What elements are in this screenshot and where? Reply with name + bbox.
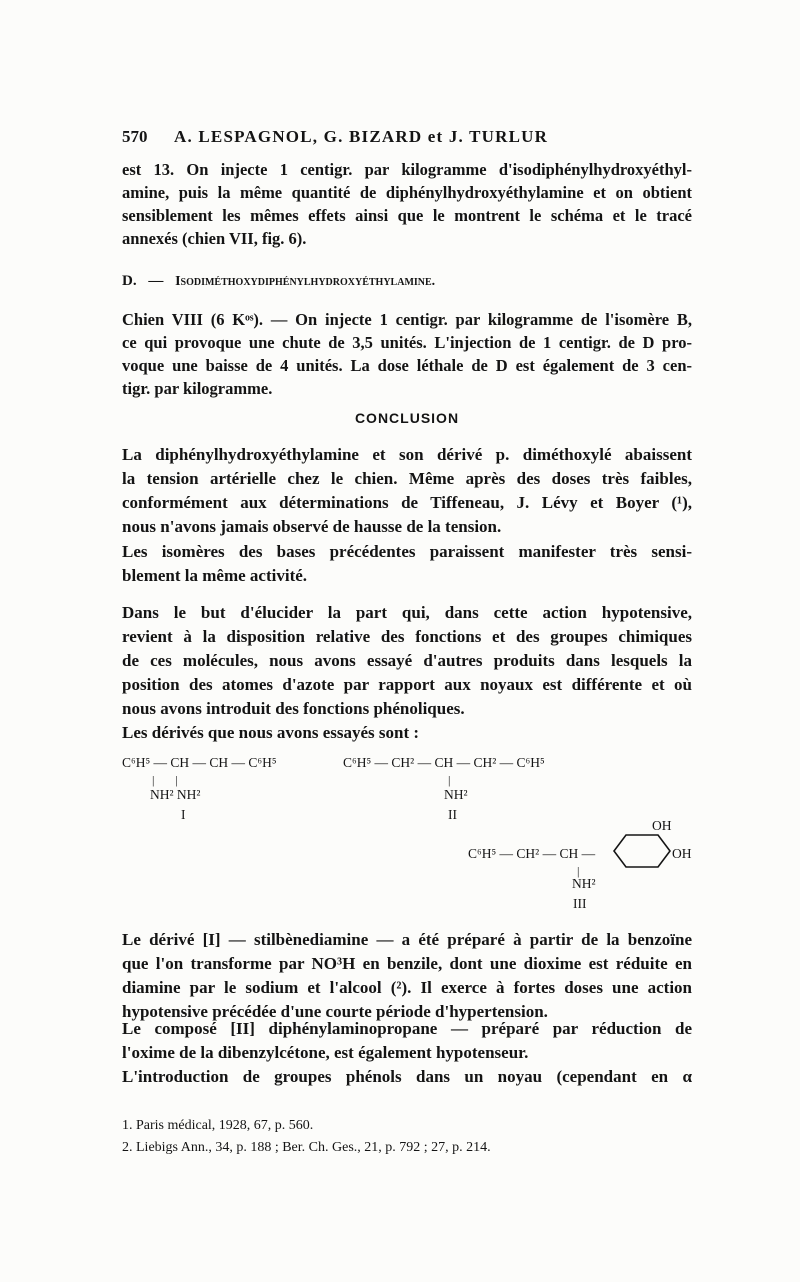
formula-oh-side: OH (672, 846, 692, 861)
footnote-2: 2. Liebigs Ann., 34, p. 188 ; Ber. Ch. Ges., 21, p. 792 ; 27, p. 214. (122, 1140, 491, 1155)
text-line: Le dérivé [I] — stilbènediamine — a été préparé à partir de la benzoïne (122, 930, 692, 949)
paragraph-6 (122, 928, 692, 1024)
text-line: la tension artérielle chez le chien. Même après des doses très faibles, (122, 469, 692, 488)
text-line: diamine par le sodium et l'alcool (²). Il exerce à fortes doses une action (122, 978, 692, 997)
text-line: Dans le but d'élucider la part qui, dans cette action hypotensive, (122, 603, 692, 622)
text-line: revient à la disposition relative des fonctions et des groupes chimiques (122, 627, 692, 646)
text-line: nous n'avons jamais observé de hausse de la tension. (122, 517, 502, 536)
section-title: Isodiméthoxydiphénylhydroxyéthylamine. (175, 274, 436, 289)
conclusion-heading: CONCLUSION (354, 410, 460, 426)
text-line: que l'on transforme par NO³H en benzile, dont une dioxime est réduite en (122, 954, 692, 973)
formula-line: C⁶H⁵ — CH — CH — C⁶H⁵ (122, 755, 277, 770)
bond-marks: | | (152, 773, 178, 787)
text-line: ce qui provoque une chute de 3,5 unités. L'injection de 1 centigr. de D pro- (122, 333, 692, 352)
benzene-ring-icon (612, 833, 672, 869)
footnote-1: 1. Paris médical, 1928, 67, p. 560. (122, 1118, 314, 1133)
formula-substituent: NH² NH² (150, 787, 201, 802)
paragraph-1 (122, 158, 692, 250)
text-line: La diphénylhydroxyéthylamine et son dérivé p. diméthoxylé abaissent (122, 445, 692, 464)
text-line: hypotensive précédée d'une courte période d'hypertension. (122, 1002, 548, 1021)
formula-substituent: NH² (444, 787, 468, 802)
text-line: tigr. par kilogramme. (122, 379, 273, 398)
paragraph-7 (122, 1017, 692, 1089)
paragraph-5 (122, 601, 692, 745)
text-line: amine, puis la même quantité de diphénylhydroxyéthylamine et on obtient (122, 183, 692, 202)
formula-label: II (448, 807, 457, 822)
paragraph-4 (122, 540, 692, 588)
section-dash: — (148, 273, 164, 289)
formula-substituent: NH² (572, 876, 596, 891)
text-line: nous avons introduit des fonctions phénoliques. (122, 699, 465, 718)
page-number: 570 (122, 127, 148, 146)
formula-label: III (573, 896, 587, 911)
text-line: voque une baisse de 4 unités. La dose léthale de D est également de 3 cen- (122, 356, 692, 375)
formula-line: C⁶H⁵ — CH² — CH — CH² — C⁶H⁵ (343, 755, 545, 770)
text-line: L'introduction de groupes phénols dans un noyau (cependant en α (122, 1067, 692, 1086)
formula-line: C⁶H⁵ — CH² — CH — (468, 846, 596, 861)
text-line: blement la même activité. (122, 566, 308, 585)
paragraph-2 (122, 308, 692, 400)
bond-mark: | (577, 864, 580, 878)
paragraph-3 (122, 443, 692, 539)
text-line: de ces molécules, nous avons essayé d'autres produits dans lesquels la (122, 651, 692, 670)
text-line: Chien VIII (6 Kᵒˢ). — On injecte 1 centigr. par kilogramme de l'isomère B, (122, 310, 692, 329)
running-title: A. LESPAGNOL, G. BIZARD et J. TURLUR (174, 127, 549, 146)
text-line: annexés (chien VII, fig. 6). (122, 229, 307, 248)
text-line: conformément aux déterminations de Tiffeneau, J. Lévy et Boyer (¹), (122, 493, 692, 512)
text-line: Le composé [II] diphénylaminopropane — préparé par réduction de (122, 1019, 692, 1038)
bond-mark: | (448, 773, 451, 787)
text-line: Les isomères des bases précédentes paraissent manifester très sensi- (122, 542, 692, 561)
formula-label: I (181, 807, 186, 822)
section-d-heading (122, 270, 692, 293)
text-line: l'oxime de la dibenzylcétone, est également hypotenseur. (122, 1043, 529, 1062)
section-letter: D. (122, 273, 137, 289)
text-line: sensiblement les mêmes effets ainsi que le montrent le schéma et le tracé (122, 206, 692, 225)
footnotes (122, 1115, 491, 1159)
page-header (122, 127, 702, 149)
text-line: Les dérivés que nous avons essayés sont : (122, 723, 420, 742)
formula-oh-top: OH (652, 818, 672, 833)
text-line: position des atomes d'azote par rapport aux noyaux est différente et où (122, 675, 692, 694)
text-line: est 13. On injecte 1 centigr. par kilogramme d'isodiphénylhydroxyéthyl- (122, 160, 692, 179)
